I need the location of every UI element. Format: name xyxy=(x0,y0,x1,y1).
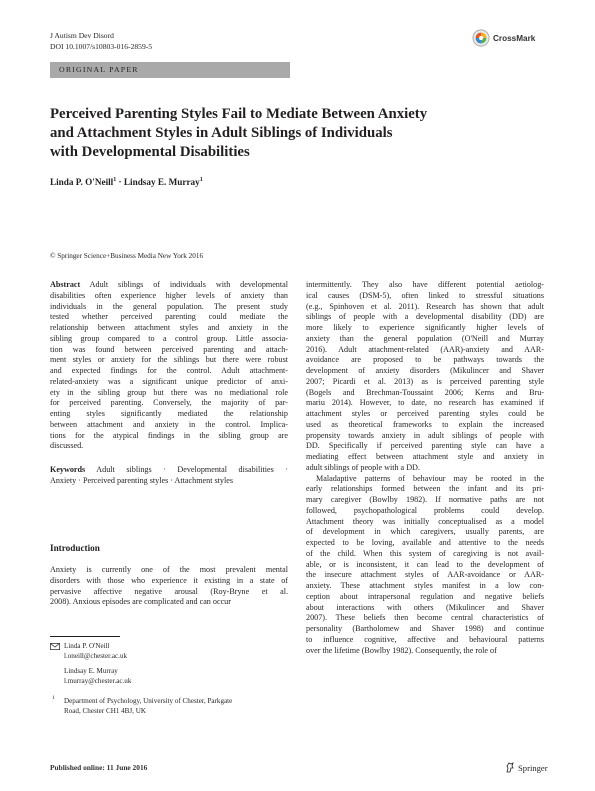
text-line: between attachment and anxiety in the control. Implica- xyxy=(50,419,288,429)
corresponding-author-name: Linda P. O'Neill xyxy=(64,642,110,650)
text-line: development of anxiety disorders (Mikulincer and Shaver xyxy=(306,366,544,375)
title-line: and Attachment Styles in Adult Siblings of Individuals xyxy=(50,125,393,141)
published-date: Published online: 11 June 2016 xyxy=(50,763,148,772)
springer-label: Springer xyxy=(518,762,548,773)
abstract-block xyxy=(50,280,288,452)
text-line: Keywords Adult siblings · Developmental disabilities · xyxy=(50,465,288,474)
text-line: early relationships formed between the infant and its pri- xyxy=(306,484,544,494)
text-line: 2008). Anxious episodes are complicated and can occur xyxy=(50,597,231,607)
springer-horse-icon xyxy=(505,762,515,773)
text-line: the insecure attachment styles of AAR-avoidance or AAR- xyxy=(306,570,544,580)
text-line: pervasive affective negative arousal (Roy-Bryne et al. xyxy=(50,586,288,596)
text-line: 2007; Picardi et al. 2013) as is perceived parenting style xyxy=(306,376,544,386)
text-line: Abstract Adult siblings of individuals with developmental xyxy=(50,280,288,289)
text-line: mariu 2014). However, to date, no research has examined if xyxy=(306,398,544,408)
title-line: with Developmental Disabilities xyxy=(50,144,250,160)
text-line: siblings of people with a developmental disability (DD) are xyxy=(306,312,544,322)
introduction-text xyxy=(50,565,288,608)
text-line: for perceived parenting. Conversely, the majority of par- xyxy=(50,398,288,408)
envelope-icon xyxy=(50,643,60,650)
corresponding-author-email[interactable]: l.oneill@chester.ac.uk xyxy=(64,652,128,660)
text-line: sibling group compared to a control group. Little associa- xyxy=(50,333,288,343)
text-line: 2016). Adult attachment-related (AAR)-anxiety and AAR- xyxy=(306,344,544,354)
text-line: ception about intrapersonal regulation and negative beliefs xyxy=(306,591,544,601)
affiliation-number: 1 xyxy=(52,695,55,701)
text-line: (Bogels and Brechman-Toussaint 2006; Kerns and Bru- xyxy=(306,387,544,397)
coauthor-email[interactable]: l.murray@chester.ac.uk xyxy=(64,677,132,685)
text-line: of development in which caregivers, usually parents, are xyxy=(306,527,544,537)
footnote-divider xyxy=(50,636,120,637)
text-line: tested whether perceived parenting could mediate the xyxy=(50,312,288,322)
text-line: anxiety. These attachment styles manifest in a low con- xyxy=(306,581,544,590)
text-line: ety in the sibling group but there was no mediational role xyxy=(50,387,288,397)
text-line: Attachment theory was initially conceptualised as a model xyxy=(306,516,544,526)
crossmark-badge[interactable] xyxy=(472,27,544,49)
text-line: able, or is inconsistent, it can lead to the development of xyxy=(306,559,544,569)
text-line: to influence cognitive, affective and behavioural patterns xyxy=(306,634,544,644)
text-line: (e.g., Spinhoven et al. 2011). Research has shown that adult xyxy=(306,301,544,311)
text-line: tions for the atypical findings in the sibling group are xyxy=(50,430,288,440)
text-line: Anxiety is currently one of the most prevalent mental xyxy=(50,565,288,574)
text-line: relationship between attachment styles and anxiety in the xyxy=(50,323,288,332)
text-line: expected to be loving, available and attentive to the needs xyxy=(306,538,544,547)
text-line: 2007). These beliefs then become central characteristics of xyxy=(306,613,544,623)
text-line: intermittently. They also have different potential aetiolog- xyxy=(306,280,544,289)
text-line: individuals in the general population. The present study xyxy=(50,301,288,311)
text-line: about interactions with others (Mikulincer and Shaver xyxy=(306,602,544,612)
text-line: more likely to experience significantly higher levels of xyxy=(306,323,544,332)
introduction-heading: Introduction xyxy=(50,543,100,553)
text-line: discussed. xyxy=(50,441,84,451)
text-line: attachment styles or perceived parenting styles could be xyxy=(306,409,544,418)
springer-logo xyxy=(505,762,548,773)
text-line: adult siblings of people with a DD. xyxy=(306,462,420,472)
text-line: propensity towards anxiety in adult siblings of people with xyxy=(306,430,544,440)
author-name[interactable]: Linda P. O'Neill xyxy=(50,177,114,188)
section-label: ORIGINAL PAPER xyxy=(59,65,139,74)
text-line: related-anxiety was a significant unique predictor of anxi- xyxy=(50,376,288,386)
affiliation-marker: 1 xyxy=(113,177,117,183)
journal-name: J Autism Dev Disord xyxy=(50,31,114,40)
text-line: anxiety than the general population (O'Neill and Murray xyxy=(306,333,544,343)
text-line: followed, psychopathological problems could develop. xyxy=(306,505,544,515)
copyright-notice: © Springer Science+Business Media New York 2016 xyxy=(50,252,204,260)
text-line: DD. Specifically if perceived parenting style can have a xyxy=(306,441,544,451)
author-name[interactable]: Lindsay E. Murray xyxy=(123,177,200,188)
text-line: Maladaptive patterns of behaviour may be rooted in the xyxy=(316,473,544,483)
text-line: avoidance are proposed to be pathways towards the xyxy=(306,355,544,365)
text-line: of the child. When this system of caregiving is not avail- xyxy=(306,548,544,558)
title-line: Perceived Parenting Styles Fail to Mediate Between Anxiety xyxy=(50,106,428,122)
text-line: mary caregiver (Bowlby 1982). If normative paths are not xyxy=(306,495,544,504)
text-line: disabilities often experience higher levels of anxiety than xyxy=(50,290,288,300)
text-line: ical causes (DSM-5), often linked to stressful situations xyxy=(306,290,544,300)
coauthor-name: Lindsay E. Murray xyxy=(64,667,118,675)
text-line: over the lifetime (Bowlby 1982). Consequently, the role of xyxy=(306,645,497,655)
text-line: Anxiety · Perceived parenting styles · Attachment styles xyxy=(50,475,233,485)
text-line: mediating effect between attachment style and anxiety in xyxy=(306,452,544,461)
keywords-block xyxy=(50,465,288,487)
body-text-right xyxy=(306,280,544,656)
paper-title xyxy=(50,105,520,162)
affiliation-line: Road, Chester CH1 4BJ, UK xyxy=(64,707,146,715)
author-list xyxy=(50,177,203,187)
affiliation-marker: 1 xyxy=(199,177,203,183)
text-line: ment styles or anxiety for the siblings but there were robust xyxy=(50,355,288,365)
doi[interactable]: DOI 10.1007/s10803-016-2859-5 xyxy=(50,42,153,51)
text-line: tion was found between perceived parenting and attach- xyxy=(50,344,288,354)
affiliation-line: Department of Psychology, University of Chester, Parkgate xyxy=(64,697,233,705)
author-separator: · xyxy=(116,177,124,188)
crossmark-icon xyxy=(472,29,490,47)
crossmark-label: CrossMark xyxy=(493,33,536,43)
text-line: used as theoretical frameworks to explain the increased xyxy=(306,419,544,429)
text-line: and expected findings for the control. Adult attachment- xyxy=(50,366,288,375)
text-line: disorders with those who experience it existing in a state of xyxy=(50,575,288,585)
text-line: enting styles significantly mediated the relationship xyxy=(50,409,288,418)
text-line: personality (Bartholomew and Shaver 1998) and continue xyxy=(306,624,544,633)
